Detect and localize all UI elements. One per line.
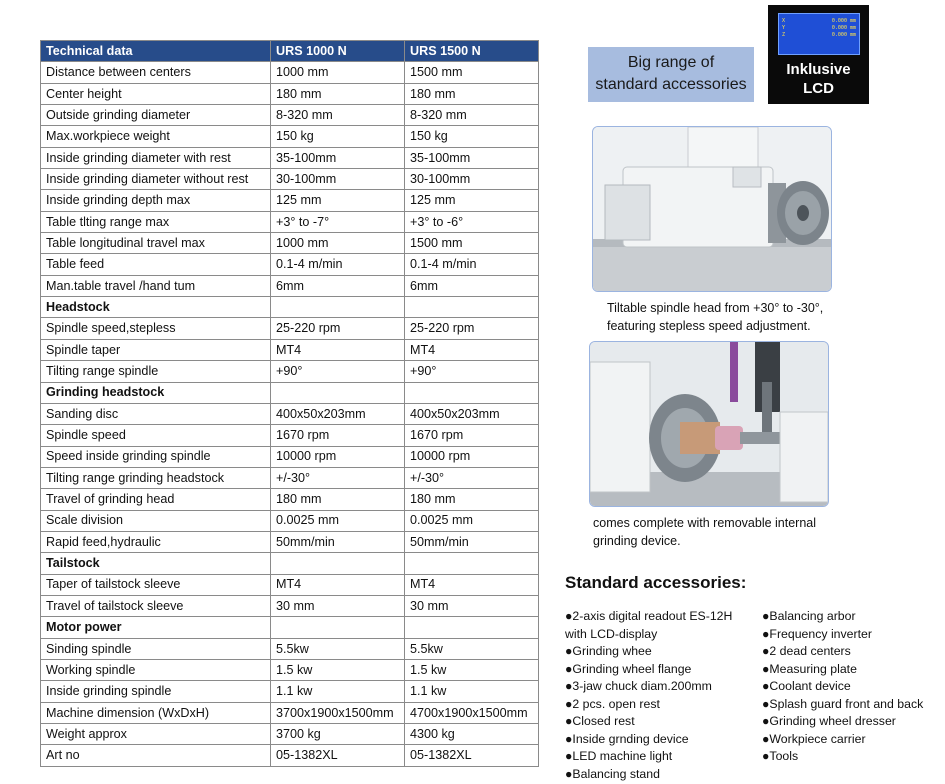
table-row [41,105,539,126]
accessory-item: ●Tools [762,749,799,763]
lcd-axis-x: X [782,18,786,24]
table-row [41,339,539,360]
value-urs-1500: 180 mm [405,83,539,104]
lcd-axis-z: Z [782,32,786,38]
row-label: Sanding disc [41,403,271,424]
value-urs-1500: 30-100mm [405,169,539,190]
row-label: Table longitudinal travel max [41,233,271,254]
value-urs-1500: 10000 rpm [405,446,539,467]
value-urs-1000: 35-100mm [271,147,405,168]
section-row [41,382,539,403]
value-urs-1500: 1.1 kw [405,681,539,702]
accessory-item: ●Measuring plate [762,661,857,676]
lcd-label [768,60,869,98]
value-urs-1500: 4700x1900x1500mm [405,702,539,723]
row-label: Table tlting range max [41,211,271,232]
value-urs-1000: 0.1-4 m/min [271,254,405,275]
accessory-item: ●Workpiece carrier [762,731,866,746]
lcd-axis-y: Y [782,25,786,31]
value-urs-1000 [271,617,405,638]
row-label: Spindle speed,stepless [41,318,271,339]
section-row [41,617,539,638]
header-urs-1000: URS 1000 N [271,41,405,62]
value-urs-1500: 35-100mm [405,147,539,168]
table-row [41,467,539,488]
row-label: Sinding spindle [41,638,271,659]
value-urs-1000: 1000 mm [271,62,405,83]
value-urs-1000: 6mm [271,275,405,296]
row-label: Inside grinding spindle [41,681,271,702]
value-urs-1000: 180 mm [271,83,405,104]
accessory-item: ●3-jaw chuck diam.200mm [565,679,712,693]
table-row [41,147,539,168]
row-label: Motor power [41,617,271,638]
value-urs-1500: +/-30° [405,467,539,488]
table-row [41,489,539,510]
table-row [41,446,539,467]
technical-data-table [40,40,539,767]
value-urs-1000: 30-100mm [271,169,405,190]
value-urs-1000: 400x50x203mm [271,403,405,424]
value-urs-1500: +3° to -6° [405,211,539,232]
table-body [41,62,539,766]
table-row [41,126,539,147]
value-urs-1000: MT4 [271,339,405,360]
row-label: Tilting range spindle [41,361,271,382]
lcd-label-line-2: LCD [803,80,834,97]
table-row [41,659,539,680]
lcd-screen-image [778,13,860,55]
value-urs-1500: MT4 [405,339,539,360]
table-row [41,318,539,339]
table-row [41,190,539,211]
accessory-item: ●2-axis digital readout ES-12H with LCD-display [565,609,733,641]
header-urs-1500: URS 1500 N [405,41,539,62]
value-urs-1000: 30 mm [271,595,405,616]
value-urs-1000: 10000 rpm [271,446,405,467]
row-label: Speed inside grinding spindle [41,446,271,467]
row-label: Scale division [41,510,271,531]
row-label: Inside grinding diameter with rest [41,147,271,168]
value-urs-1000: 5.5kw [271,638,405,659]
row-label: Weight approx [41,724,271,745]
value-urs-1500 [405,617,539,638]
row-label: Travel of tailstock sleeve [41,595,271,616]
accessory-item: ●Grinding wheel dresser [762,714,896,728]
value-urs-1500: 180 mm [405,489,539,510]
spindle-head-caption: Tiltable spindle head from +30° to -30°, featuring stepless speed adjustment. [607,301,824,333]
row-label: Max.workpiece weight [41,126,271,147]
internal-grinding-illustration [590,342,828,506]
table-row [41,403,539,424]
value-urs-1000: 3700 kg [271,724,405,745]
accessory-item: ●LED machine light [565,749,673,763]
value-urs-1000 [271,382,405,403]
lcd-value-z: 0.000 mm [831,32,856,38]
value-urs-1000: +/-30° [271,467,405,488]
row-label: Headstock [41,297,271,318]
value-urs-1500: 0.0025 mm [405,510,539,531]
table-row [41,233,539,254]
internal-grinding-caption: comes complete with removable internal grinding device. [593,516,817,548]
accessory-item: ●2 dead centers [762,644,851,658]
accessory-item: ●Grinding whee [565,644,652,658]
table-row [41,361,539,382]
row-label: Working spindle [41,659,271,680]
value-urs-1500: 1670 rpm [405,425,539,446]
table-row [41,745,539,766]
row-label: Spindle taper [41,339,271,360]
table-row [41,702,539,723]
value-urs-1500: 6mm [405,275,539,296]
row-label: Travel of grinding head [41,489,271,510]
value-urs-1500: 1500 mm [405,62,539,83]
table-row [41,595,539,616]
value-urs-1500: 50mm/min [405,531,539,552]
value-urs-1500 [405,382,539,403]
spindle-head-illustration [593,127,831,291]
value-urs-1000: 3700x1900x1500mm [271,702,405,723]
value-urs-1500: MT4 [405,574,539,595]
table-row [41,724,539,745]
value-urs-1000 [271,553,405,574]
accessory-item: ●Inside grnding device [565,731,689,746]
accessories-list-left [565,608,732,783]
row-label: Machine dimension (WxDxH) [41,702,271,723]
lcd-badge [768,5,869,104]
accessory-item: ●2 pcs. open rest [565,696,660,711]
table-row [41,62,539,83]
value-urs-1000: 0.0025 mm [271,510,405,531]
value-urs-1000: 50mm/min [271,531,405,552]
value-urs-1000: 8-320 mm [271,105,405,126]
table-row [41,681,539,702]
value-urs-1500: 5.5kw [405,638,539,659]
spindle-head-photo [592,126,832,292]
section-row [41,297,539,318]
row-label: Outside grinding diameter [41,105,271,126]
row-label: Rapid feed,hydraulic [41,531,271,552]
accessory-item: ●Grinding wheel flange [565,661,692,676]
accessory-item: ●Frequency inverter [762,626,872,641]
value-urs-1500: 0.1-4 m/min [405,254,539,275]
table-row [41,169,539,190]
accessory-item: ●Coolant device [762,679,851,693]
accessory-item: ●Balancing stand [565,766,660,781]
row-label: Man.table travel /hand tum [41,275,271,296]
value-urs-1000: 1670 rpm [271,425,405,446]
value-urs-1000: 150 kg [271,126,405,147]
value-urs-1000: 1.5 kw [271,659,405,680]
row-label: Center height [41,83,271,104]
promo-line-2: standard accessories [595,76,747,93]
row-label: Taper of tailstock sleeve [41,574,271,595]
table-row [41,254,539,275]
value-urs-1500: 1500 mm [405,233,539,254]
accessory-item: ●Splash guard front and back [762,696,924,711]
row-label: Art no [41,745,271,766]
table-row [41,574,539,595]
table-row [41,531,539,552]
value-urs-1000 [271,297,405,318]
accessories-promo-box [588,47,754,102]
accessory-item: ●Balancing arbor [762,609,856,623]
value-urs-1000: 1.1 kw [271,681,405,702]
value-urs-1500: 8-320 mm [405,105,539,126]
value-urs-1500: 125 mm [405,190,539,211]
lcd-label-line-1: Inklusive [786,61,851,78]
value-urs-1500: 4300 kg [405,724,539,745]
value-urs-1000: 25-220 rpm [271,318,405,339]
accessories-title: Standard accessories: [565,573,747,592]
row-label: Distance between centers [41,62,271,83]
table-row [41,275,539,296]
lcd-value-y: 0.000 mm [831,25,856,31]
value-urs-1000: 125 mm [271,190,405,211]
value-urs-1500: 25-220 rpm [405,318,539,339]
internal-grinding-photo [589,341,829,507]
value-urs-1000: +3° to -7° [271,211,405,232]
value-urs-1500: 400x50x203mm [405,403,539,424]
row-label: Spindle speed [41,425,271,446]
value-urs-1500: 05-1382XL [405,745,539,766]
value-urs-1000: 180 mm [271,489,405,510]
accessory-item: ●Closed rest [565,714,635,728]
section-row [41,553,539,574]
value-urs-1000: +90° [271,361,405,382]
value-urs-1500: 30 mm [405,595,539,616]
row-label: Tailstock [41,553,271,574]
promo-line-1: Big range of [627,54,715,71]
table-row [41,83,539,104]
lcd-value-x: 0.000 mm [831,18,856,24]
value-urs-1500 [405,297,539,318]
table-header-row [41,41,539,62]
row-label: Inside grinding depth max [41,190,271,211]
row-label: Tilting range grinding headstock [41,467,271,488]
value-urs-1000: 1000 mm [271,233,405,254]
table-row [41,638,539,659]
row-label: Grinding headstock [41,382,271,403]
value-urs-1500: 150 kg [405,126,539,147]
table-row [41,425,539,446]
accessories-list-right [762,608,923,766]
header-technical-data: Technical data [41,41,271,62]
value-urs-1000: MT4 [271,574,405,595]
value-urs-1500: +90° [405,361,539,382]
value-urs-1000: 05-1382XL [271,745,405,766]
row-label: Inside grinding diameter without rest [41,169,271,190]
value-urs-1500 [405,553,539,574]
value-urs-1500: 1.5 kw [405,659,539,680]
row-label: Table feed [41,254,271,275]
table-row [41,510,539,531]
table-row [41,211,539,232]
